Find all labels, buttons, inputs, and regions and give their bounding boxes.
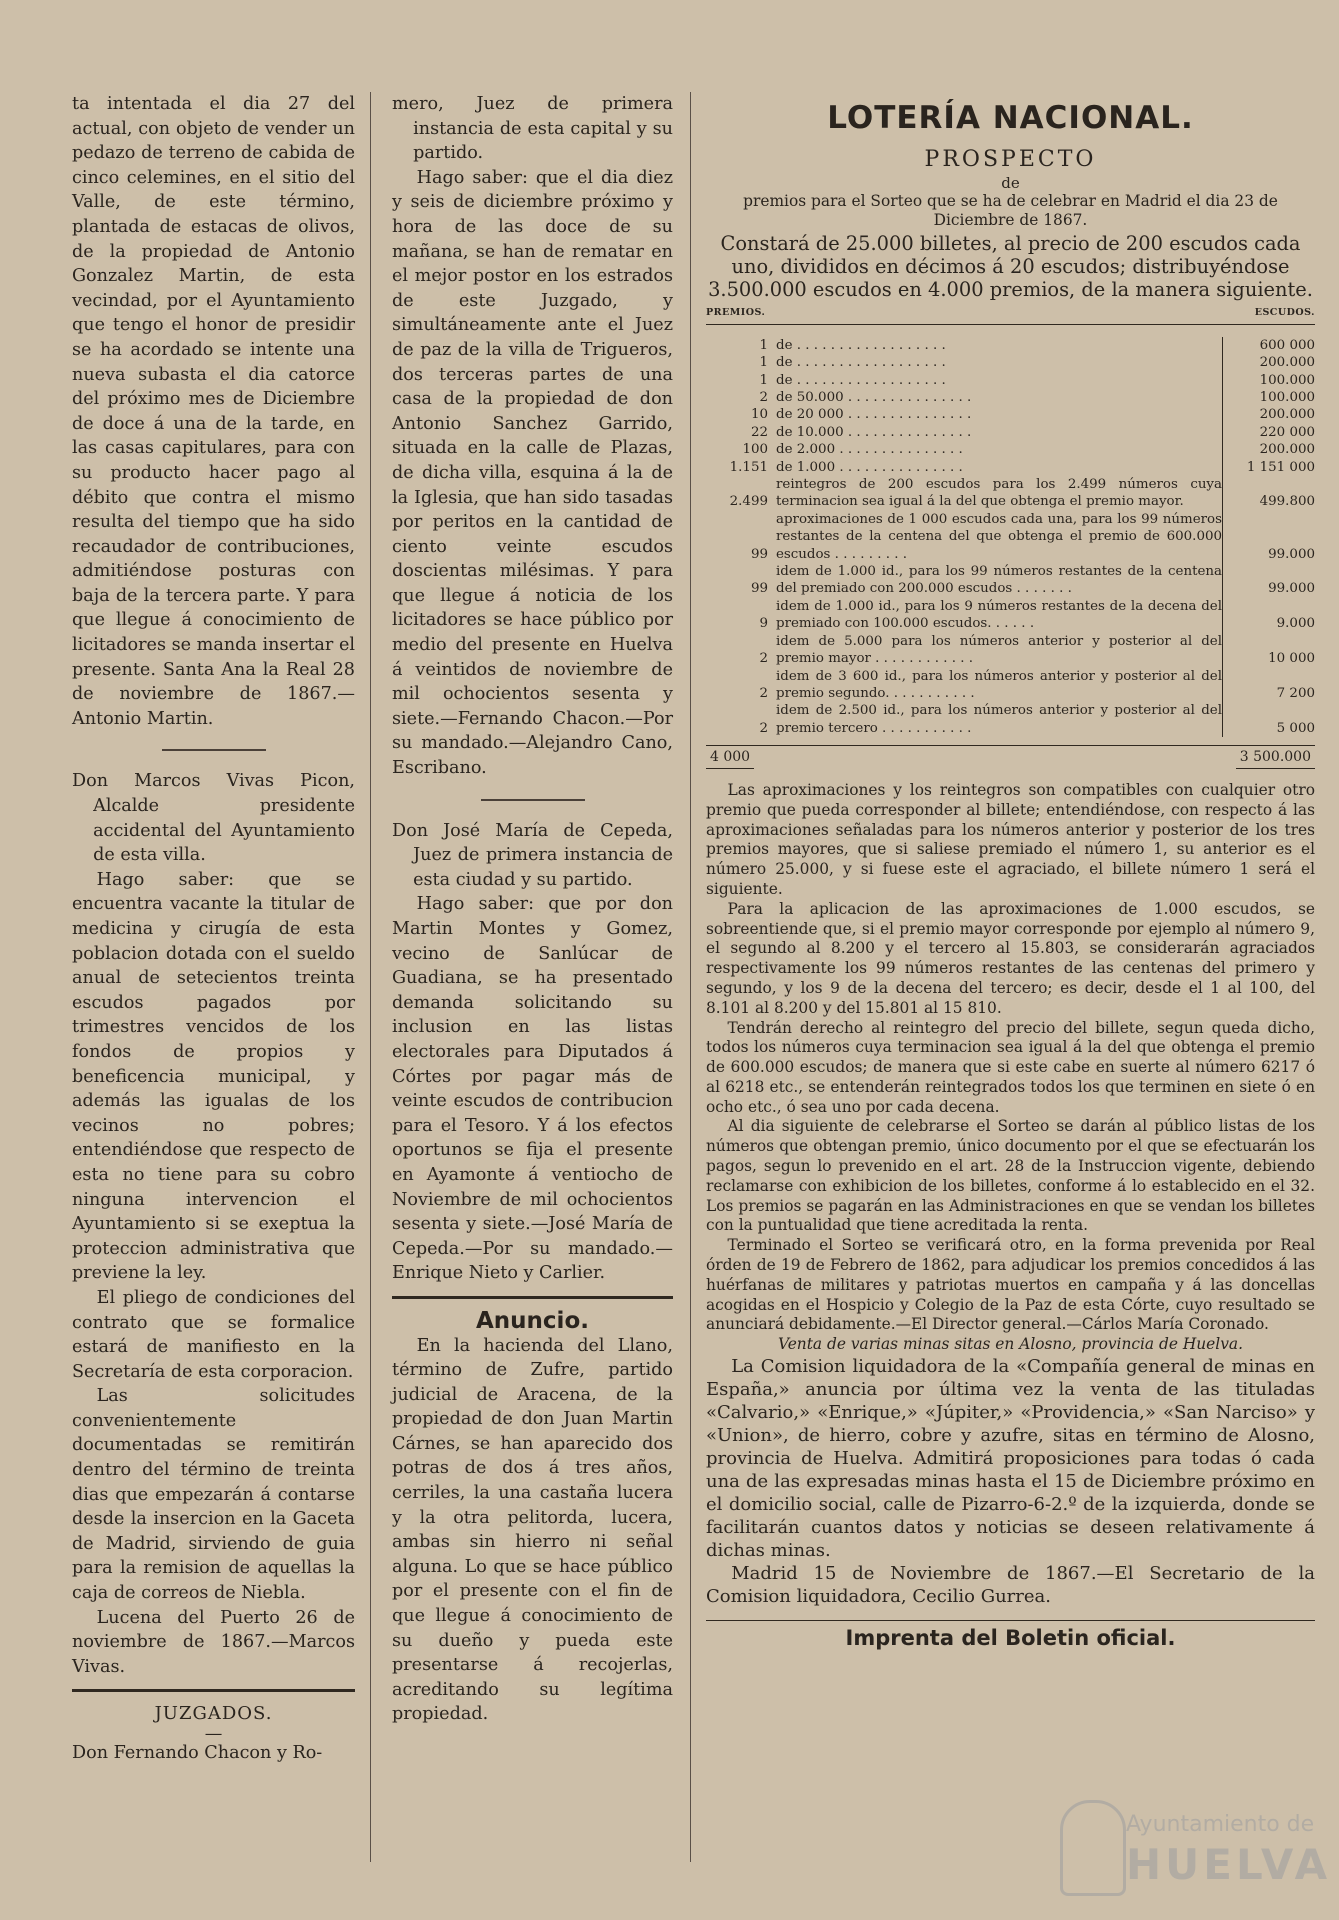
chacon-heading-start: Don Fernando Chacon y Ro- [72, 1743, 323, 1763]
prize-amount: 5 000 [1223, 702, 1316, 737]
prize-amount: 99.000 [1223, 511, 1316, 563]
imprenta-rule [706, 1620, 1315, 1621]
prize-description: aproximaciones de 1 000 escudos cada una, para los 99 números restantes de la centena del que obtenga el premio de 600.000 escudos . . . . . . . . . [776, 511, 1222, 562]
prize-table [706, 337, 1315, 737]
column-2 [392, 92, 673, 1727]
column-1 [72, 92, 355, 1766]
santa-ana-notice: ta intentada el dia 27 del actual, con objeto de vender un pedazo de terreno de cabida de cinco celemines, en el sitio del Valle, de este término, plantada de estacas de olivos, de la propiedad de Antonio Gonzalez Martin, de esta vecindad, por el Ayuntamiento que tengo el honor de presidir se ha acordado se intente una nueva subasta el dia catorce del próximo mes de Diciembre de doce á una de la tarde, en las casas capitulares, para con su producto hacer pago al débito que contra el mismo resulta del tiempo que ha sido recaudador de contribuciones, admitiéndose posturas con baja de la tercera parte. Y para que llegue á conocimiento de licitadores se manda insertar el presente. Santa Ana la Real 28 de noviembre de 1867.—Antonio Martin. [72, 94, 355, 729]
prize-description: de . . . . . . . . . . . . . . . . . . [776, 372, 946, 388]
prize-quantity: 2 [759, 720, 768, 736]
prize-table-header [706, 303, 1315, 325]
loteria-title: LOTERÍA NACIONAL. [827, 100, 1194, 136]
prize-amount: 10 000 [1223, 633, 1316, 668]
prize-description: de . . . . . . . . . . . . . . . . . . [776, 337, 946, 353]
prize-row [706, 476, 1315, 511]
prospecto-intro: premios para el Sorteo que se ha de celebrar en Madrid el dia 23 de Diciembre de 1867. [743, 192, 1278, 229]
prize-row [706, 702, 1315, 737]
cepeda-heading: Don José María de Cepeda, Juez de primera instancia de esta ciudad y su partido. [392, 820, 673, 890]
prize-description: de 2.000 . . . . . . . . . . . . . . . [776, 442, 963, 458]
prize-amount: 99.000 [1223, 563, 1316, 598]
minas-heading: Venta de varias minas sitas en Alosno, provincia de Huelva. [778, 1335, 1243, 1354]
prize-row [706, 511, 1315, 563]
prize-quantity: 1 [759, 355, 768, 371]
section-rule [392, 1296, 673, 1299]
minas-paragraph: La Comision liquidadora de la «Compañía general de minas en España,» anuncia por última vez la venta de las tituladas «Calvario,» «Enrique,» «Júpiter,» «Providencia,» «San Narciso» y «Union», de hierro, cobre y azufre, sitas en término de Alosno, provincia de Huelva. Admitirá proposiciones para todas ó cada una de las expresadas minas hasta el 15 de Diciembre próximo en el domicilio social, calle de Pizarro-6-2.º de la izquierda, donde se facilitarán cuantos datos y noticias se deseen relativamente á dichas minas. [706, 1356, 1315, 1562]
prize-row [706, 372, 1315, 389]
lucena-heading: Don Marcos Vivas Picon, Alcalde presidente accidental del Ayuntamiento de esta villa. [72, 771, 355, 866]
prize-amount: 600 000 [1223, 337, 1316, 354]
chacon-heading-end: mero, Juez de primera instancia de esta capital y su partido. [392, 94, 673, 164]
prize-quantity: 10 [750, 407, 768, 423]
prize-description: idem de 1.000 id., para los 99 números restantes de la centena del premiado con 200.000 escudos . . . . . . . [776, 564, 1222, 597]
prize-amount: 100.000 [1223, 389, 1316, 406]
loteria-paragraph-1: Las aproximaciones y los reintegros son compatibles con cualquier otro premio que pueda corresponder al billete; entendiéndose, con respecto á las aproximaciones señaladas para los números anterior y posterior de los tres premios mayores, que si saliese premiado el número 1, su anterior es el número 25.000, y si fuese este el agraciado, el billete número 1 será el siguiente. [706, 780, 1315, 898]
prize-header-right: ESCUDOS. [1254, 307, 1315, 318]
prize-row [706, 459, 1315, 476]
juzgados-dash: — [204, 1724, 223, 1744]
total-prizes: 4 000 [706, 748, 754, 769]
prize-quantity: 99 [750, 546, 768, 562]
ayuntamiento-watermark [1060, 1800, 1330, 1900]
prize-quantity: 99 [750, 581, 768, 597]
prize-quantity: 2 [759, 685, 768, 701]
watermark-line-2: HUELVA [1126, 1840, 1332, 1889]
separator [162, 749, 266, 751]
prize-quantity: 2.499 [729, 494, 768, 510]
prospecto-de: de [1001, 174, 1020, 192]
prize-description: idem de 5.000 para los números anterior y posterior al del premio mayor . . . . . . . . . . . . [776, 633, 1222, 667]
chacon-notice: Hago saber: que el dia diez y seis de diciembre próximo y hora de las doce de su mañana, se han de rematar en el mejor postor en los estrados de este Juzgado, y simultáneamente ante el Juez de paz de la villa de Trigueros, dos terceras partes de una casa de la propiedad de don Antonio Sanchez Garrido, situada en la calle de Plazas, de dicha villa, esquina á la de la Iglesia, que han sido tasadas por peritos en la cantidad de ciento veinte escudos doscientas milésimas. Y para que llegue á noticia de los licitadores se hace público por medio del presente en Huelva á veintidos de noviembre de mil ochocientos sesenta y siete.—Fernando Chacon.—Por su mandado.—Alejandro Cano, Escribano. [392, 167, 673, 779]
prize-description: de 20 000 . . . . . . . . . . . . . . . [776, 407, 972, 423]
prize-row [706, 406, 1315, 423]
total-escudos: 3 500.000 [1236, 748, 1315, 769]
imprenta-footer: Imprenta del Boletin oficial. [845, 1626, 1176, 1651]
prize-totals [706, 745, 1315, 769]
prize-description: idem de 3 600 id., para los números anterior y posterior al del premio segundo. . . . . . . . . . . [776, 668, 1222, 701]
shield-icon [1060, 1800, 1126, 1896]
prize-description: de 1.000 . . . . . . . . . . . . . . . [776, 459, 963, 475]
prize-row [706, 668, 1315, 703]
prize-amount: 100.000 [1223, 372, 1316, 389]
prize-row [706, 389, 1315, 406]
prize-description: idem de 2.500 id., para los números anterior y posterior al del premio tercero . . . . . . . . . . . [776, 703, 1222, 736]
loteria-paragraph-5: Terminado el Sorteo se verificará otro, en la forma prevenida por Real órden de 19 de Febrero de 1862, para adjudicar los premios concedidos á las huérfanas de militares y patriotas muertos en campaña y á las doncellas acogidas en el Hospicio y Colegio de la Paz de esta Córte, cuyo resultado se anunciará debidamente.—El Director general.—Cárlos María Coronado. [706, 1236, 1315, 1334]
prize-quantity: 1 [759, 337, 768, 353]
loteria-paragraph-4: Al dia siguiente de celebrarse el Sorteo se darán al público listas de los números que obtengan premio, único documento por el que se efectuarán los pagos, segun lo prevenido en el art. 28 de la Instruccion vigente, debiendo reclamarse con exhibicion de los billetes, conforme á lo establecido en el 32. Los premios se pagarán en las Administraciones en que se vendan los billetes con la puntualidad que tiene acreditada la renta. [706, 1117, 1315, 1235]
prize-amount: 200.000 [1223, 354, 1316, 371]
prize-amount: 1 151 000 [1223, 459, 1316, 476]
cepeda-notice: Hago saber: que por don Martin Montes y Gomez, vecino de Sanlúcar de Guadiana, se ha presentado demanda solicitando su inclusion en las listas electorales para Diputados á Córtes por pagar más de veinte escudos de contribucion para el Tesoro. Y á los efectos oportunos se fija el presente en Ayamonte á ventiocho de Noviembre de mil ochocientos sesenta y siete.—José María de Cepeda.—Por su mandado.—Enrique Nieto y Carlier. [392, 894, 673, 1284]
loteria-paragraph-2: Para la aplicacion de las aproximaciones de 1.000 escudos, se sobreentiende que, si el premio mayor corresponde por ejemplo al número 9, el segundo al 8.200 y el tercero al 15.803, se considerarán agraciados respectivamente los 99 números restantes de las centenas del primero y segundo, y los 9 de la decena del tercero; es decir, desde el 1 al 100, del 8.101 al 8.200 y del 15.801 al 15 810. [706, 899, 1315, 1017]
prize-row [706, 441, 1315, 458]
prize-quantity: 9 [759, 616, 768, 632]
prize-description: idem de 1.000 id., para los 9 números restantes de la decena del premiado con 100.000 escudos. . . . . . [776, 598, 1222, 632]
prize-description: reintegros de 200 escudos para los 2.499 números cuya terminacion sea igual á la del que obtenga el premio mayor. [776, 477, 1222, 510]
prize-row [706, 633, 1315, 668]
prize-description: de 10.000 . . . . . . . . . . . . . . . [776, 424, 972, 440]
prize-description: de 50.000 . . . . . . . . . . . . . . . [776, 390, 972, 406]
anuncio-heading: Anuncio. [476, 1307, 589, 1334]
prize-row [706, 563, 1315, 598]
watermark-line-1: Ayuntamiento de [1126, 1812, 1315, 1837]
prospecto-heading: PROSPECTO [924, 147, 1097, 172]
lucena-paragraph-3: Las solicitudes convenientemente documentadas se remitirán dentro del término de treinta dias que empezarán á contarse desde la insercion en la Gaceta de Madrid, sirviendo de guia para la remision de aquellas la caja de correos de Niebla. [72, 1386, 355, 1604]
lucena-paragraph-2: El pliego de condiciones del contrato que se formalice estará de manifiesto en la Secretaría de esta corporacion. [72, 1287, 355, 1382]
prize-amount: 200.000 [1223, 441, 1316, 458]
prospecto-summary: Constará de 25.000 billetes, al precio de 200 escudos cada uno, divididos en décimos á 20 escudos; distribuyéndose 3.500.000 escudos en 4.000 premios, de la manera siguiente. [708, 232, 1313, 301]
prize-amount: 220 000 [1223, 424, 1316, 441]
prize-amount: 7 200 [1223, 668, 1316, 703]
lucena-signature: Lucena del Puerto 26 de noviembre de 1867.—Marcos Vivas. [72, 1607, 355, 1677]
prize-row [706, 354, 1315, 371]
prize-row [706, 424, 1315, 441]
prize-quantity: 1 [759, 372, 768, 388]
prize-quantity: 22 [750, 424, 768, 440]
column-3 [706, 92, 1315, 1649]
column-divider-1 [370, 92, 371, 1862]
loteria-paragraph-3: Tendrán derecho al reintegro del precio del billete, segun queda dicho, todos los números cuya terminacion sea igual á la del que obtenga el premio de 600.000 escudos; de manera que si este cabe en suerte al número 6217 ó al 6218 etc., se entenderán reintegrados todos los que terminen en siete ó en ocho etc., ó sea uno por cada decena. [706, 1018, 1315, 1116]
section-rule [72, 1689, 355, 1692]
column-divider-2 [690, 92, 691, 1862]
prize-description: de . . . . . . . . . . . . . . . . . . [776, 355, 946, 371]
prize-quantity: 100 [742, 442, 768, 458]
prize-header-left: PREMIOS. [706, 307, 766, 318]
juzgados-heading: JUZGADOS. [154, 1703, 273, 1725]
anuncio-text: En la hacienda del Llano, término de Zufre, partido judicial de Aracena, de la propiedad de don Juan Martin Cárnes, se han aparecido dos potras de dos á tres años, cerriles, la una castaña lucera y la otra pelitorda, lucera, ambas sin hierro ni señal alguna. Lo que se hace público por el presente con el fin de que llegue á conocimiento de su dueño y pueda este presentarse á recojerlas, acreditando su legítima propiedad. [392, 1335, 673, 1725]
prize-amount: 499.800 [1223, 476, 1316, 511]
minas-signature: Madrid 15 de Noviembre de 1867.—El Secretario de la Comision liquidadora, Cecilio Gurrea. [706, 1563, 1315, 1608]
lucena-paragraph-1: Hago saber: que se encuentra vacante la titular de medicina y cirugía de esta poblacion dotada con el sueldo anual de setecientos treinta escudos pagados por trimestres vencidos de los fondos de propios y beneficencia municipal, y además las igualas de los vecinos no pobres; entendiéndose que respecto de esta no tiene para su cobro ninguna intervencion el Ayuntamiento si se exeptua la proteccion administrativa que previene la ley. [72, 869, 355, 1284]
prize-row [706, 598, 1315, 633]
prize-quantity: 1.151 [729, 459, 768, 475]
prize-quantity: 2 [759, 651, 768, 667]
prize-amount: 200.000 [1223, 406, 1316, 423]
prize-quantity: 2 [759, 390, 768, 406]
prize-amount: 9.000 [1223, 598, 1316, 633]
prize-row [706, 337, 1315, 354]
separator [481, 799, 585, 801]
